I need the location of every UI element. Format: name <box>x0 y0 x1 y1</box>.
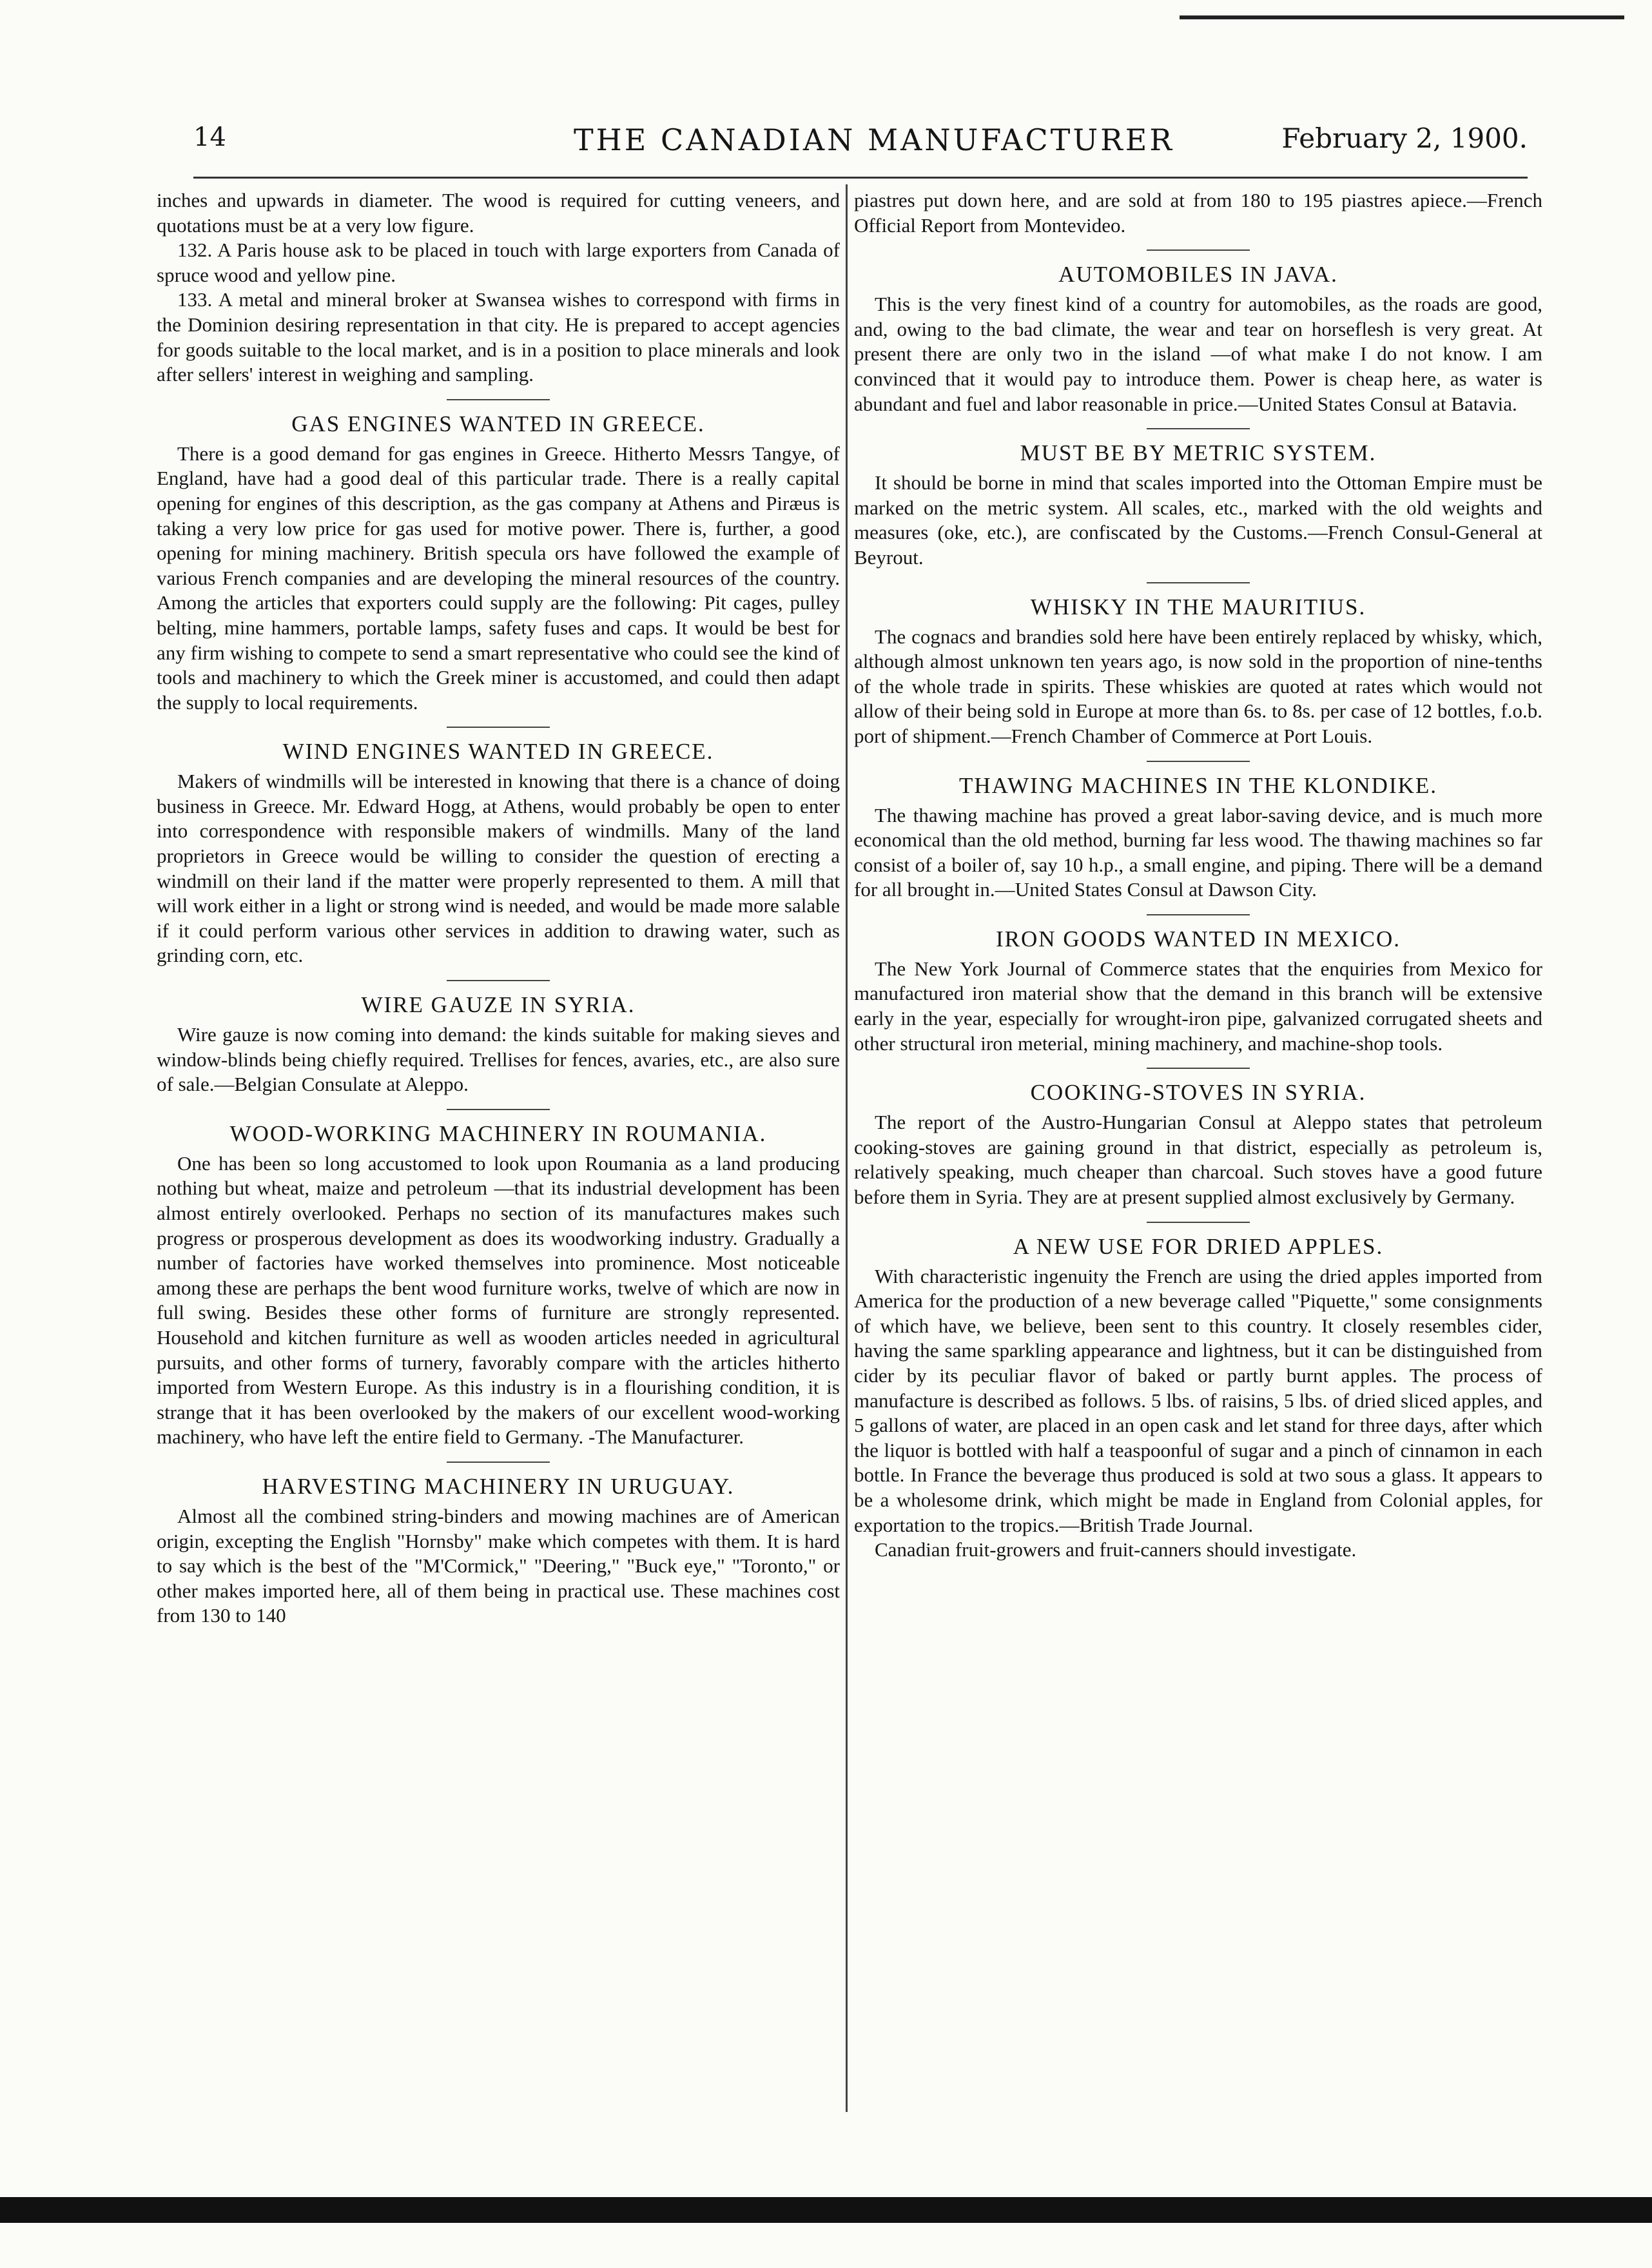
section-rule <box>447 1461 550 1463</box>
article-body-wire-gauze: Wire gauze is now coming into demand: the kinds suitable for making sieves and window-blinds being chiefly required. Trellises for fences, avaries, etc., are also sure of sale.—Belgian Consulate at Aleppo. <box>157 1023 840 1096</box>
section-rule <box>447 727 550 728</box>
issue-date: February 2, 1900. <box>1281 122 1528 154</box>
article-body-thawing: The thawing machine has proved a great labor-saving device, and is much more economical than the old method, burning far less wood. The thawing machines so far consist of a boiler of, say 10 h.p., a small engine, and piping. There will be a demand for all brought in.—United States Consul at Dawson City. <box>854 803 1542 901</box>
section-rule <box>1147 249 1250 251</box>
article-body-automobiles: This is the very finest kind of a country for automobiles, as the roads are good, and, owing to the bad climate, the wear and tear on horseflesh is very great. At present there are only two in the island —of what make I do not know. I am convinced that it would pay to introduce them. Power is cheap here, as water is abundant and fuel and labor reasonable in price.—United States Consul at Batavia. <box>854 293 1542 415</box>
continued-paragraph: inches and upwards in diameter. The wood is required for cutting veneers, and quotations must be at a very low figure. <box>157 189 840 237</box>
article-heading-wind-engines: WIND ENGINES WANTED IN GREECE. <box>282 739 714 765</box>
section-rule <box>447 1109 550 1110</box>
article-heading-woodworking: WOOD-WORKING MACHINERY IN ROUMANIA. <box>229 1120 767 1146</box>
article-heading-cooking-stoves: COOKING-STOVES IN SYRIA. <box>1030 1080 1366 1106</box>
bottom-edge-bar <box>0 2197 1652 2223</box>
article-body-whisky: The cognacs and brandies sold here have been entirely replaced by whisky, which, although almost unknown ten years ago, is now sold in the proportion of nine-tenths of the whole trade in spirits. These whiskies are quoted at rates which would not allow of their being sold in Europe at more than 6s. to 8s. per case of 12 bottles, f.o.b. port of shipment.—French Chamber of Commerce at Port Louis. <box>854 625 1542 747</box>
article-heading-dried-apples: A NEW USE FOR DRIED APPLES. <box>1013 1233 1384 1259</box>
column-divider <box>846 184 848 2112</box>
article-body-cooking-stoves: The report of the Austro-Hungarian Consul at Aleppo states that petroleum cooking-stoves are gaining ground in that district, especially as petroleum is, relatively speaking, much cheaper than charcoal. Such stoves have a good future before them in Syria. They are at present supplied almost exclusively by Germany. <box>854 1111 1542 1209</box>
page-number: 14 <box>193 122 226 152</box>
left-column <box>157 188 840 1628</box>
section-rule <box>447 399 550 400</box>
article-body-woodworking: One has been so long accustomed to look upon Roumania as a land producing nothing but wheat, maize and petroleum —that its industrial development has been almost entirely overlooked. Perhaps no section of its manufactures makes such progress or prosperous development as does its woodworking industry. Gradually a number of factories have worked themselves into prominence. Most noticeable among these are perhaps the bent wood furniture works, twelve of which are now in full swing. Besides these other forms of furniture are strongly represented. Household and kitchen furniture as well as wooden articles needed in agricultural pursuits, and other forms of turnery, favorably compare with the articles hitherto imported from Western Europe. As this industry is in a flourishing condition, it is strange that it has been overlooked by the makers of our excellent wood-working machinery, who have left the entire field to Germany. -The Manufacturer. <box>157 1151 840 1449</box>
continued-paragraph: piastres put down here, and are sold at from 180 to 195 piastres apiece.—French Official Report from Montevideo. <box>854 189 1542 237</box>
notice-132: 132. A Paris house ask to be placed in touch with large exporters from Canada of spruce wood and yellow pine. <box>157 239 840 286</box>
article-body-iron-goods: The New York Journal of Commerce states that the enquiries from Mexico for manufactured iron material show that the demand in this branch will be extensive early in the year, especially for wrought-iron pipe, galvanized corrugated sheets and other structural iron meterial, mining machinery, and machine-shop tools. <box>854 957 1542 1055</box>
top-edge-rule <box>1180 15 1624 19</box>
page-header <box>187 122 1528 168</box>
article-body-gas-engines: There is a good demand for gas engines in Greece. Hitherto Messrs Tangye, of England, have had a good deal of this particular trade. There is a really capital opening for engines of this description, as the gas company at Athens and Piræus is taking a very low price for gas used for motive power. There is, further, a good opening for mining machinery. British specula ors have followed the example of various French companies and are developing the mineral resources of the country. Among the articles that exporters could supply are the following: Pit cages, pulley belting, mine hammers, portable lamps, safety fuses and caps. It would be best for any firm wishing to compete to send a smart representative who could see the kind of tools and machinery to which the Greek miner is accustomed, and could then adapt the supply to local requirements. <box>157 442 840 714</box>
article-closing-dried-apples: Canadian fruit-growers and fruit-canners should investigate. <box>875 1538 1357 1561</box>
publication-title: THE CANADIAN MANUFACTURER <box>574 122 1174 157</box>
article-body-wind-engines: Makers of windmills will be interested in knowing that there is a chance of doing business in Greece. Mr. Edward Hogg, at Athens, would probably be open to enter into correspondence with responsible makers of windmills. Many of the land proprietors in Greece would be willing to consider the question of erecting a windmill on their land if the matter were properly represented to them. A mill that will work either in a light or strong wind is needed, and would be made more salable if it could perform various other services in addition to drawing water, such as grinding corn, etc. <box>157 770 840 967</box>
section-rule <box>1147 761 1250 762</box>
article-heading-wire-gauze: WIRE GAUZE IN SYRIA. <box>361 992 636 1018</box>
section-rule <box>1147 914 1250 915</box>
article-body-harvesting: Almost all the combined string-binders and mowing machines are of American origin, excepting the English "Hornsby" make which competes with them. It is hard to say which is the best of the "M'Cormick," "Deering," "Buck eye," "Toronto," or other makes imported here, all of them being in practical use. These machines cost from 130 to 140 <box>157 1504 840 1627</box>
section-rule <box>1147 582 1250 583</box>
section-rule <box>1147 1068 1250 1069</box>
section-rule <box>447 980 550 981</box>
right-column <box>854 188 1542 1563</box>
article-heading-iron-goods: IRON GOODS WANTED IN MEXICO. <box>996 926 1401 952</box>
header-rule <box>193 177 1528 179</box>
article-heading-harvesting: HARVESTING MACHINERY IN URUGUAY. <box>262 1473 735 1499</box>
article-body-dried-apples: With characteristic ingenuity the French are using the dried apples imported from America for the production of a new beverage called "Piquette," some consignments of which have, we believe, been sent to this country. It closely resembles cider, having the same sparkling appearance and lightness, but it can be distinguished from cider by its peculiar flavor of baked or partly burnt apples. The process of manufacture is described as follows. 5 lbs. of raisins, 5 lbs. of dried sliced apples, and 5 gallons of water, are placed in an open cask and let stand for three days, after which the liquor is bottled with half a teaspoonful of sugar and a pinch of cinnamon in each bottle. In France the beverage thus produced is sold at two sous a glass. It appears to be a wholesome drink, which might be made in England from Colonial apples, for exportation to the tropics.—British Trade Journal. <box>854 1264 1542 1536</box>
article-body-metric: It should be borne in mind that scales imported into the Ottoman Empire must be marked on the metric system. All scales, etc., marked with the old weights and measures (oke, etc.), are confiscated by the Customs.—French Consul-General at Beyrout. <box>854 471 1542 569</box>
article-heading-thawing: THAWING MACHINES IN THE KLONDIKE. <box>958 772 1438 798</box>
article-heading-gas-engines: GAS ENGINES WANTED IN GREECE. <box>291 411 705 436</box>
article-heading-metric: MUST BE BY METRIC SYSTEM. <box>1020 440 1377 466</box>
article-heading-whisky: WHISKY IN THE MAURITIUS. <box>1030 594 1366 620</box>
article-heading-automobiles: AUTOMOBILES IN JAVA. <box>1058 262 1338 288</box>
section-rule <box>1147 428 1250 429</box>
section-rule <box>1147 1222 1250 1223</box>
notice-133: 133. A metal and mineral broker at Swansea wishes to correspond with firms in the Dominion desiring representation in that city. He is prepared to accept agencies for goods suitable to the local market, and is in a position to place minerals and look after sellers' interest in weighing and sampling. <box>157 288 840 386</box>
